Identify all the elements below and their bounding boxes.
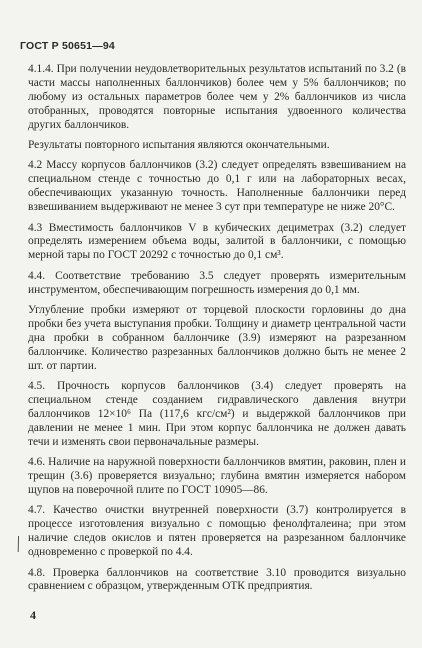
page-number: 4 xyxy=(30,608,36,622)
document-body xyxy=(28,63,406,601)
paragraph-4-3: 4.3 Вместимость баллончиков V в кубических дециметрах (3.2) следует определять измерением объема воды, залитой в баллончики, с помощью мерной тары по ГОСТ 20292 с точностью до 0,1 см³. xyxy=(28,221,406,262)
paragraph-4-1-4: 4.1.4. При получении неудовлетворительных результатов испытаний по 3.2 (в части массы наполненных баллончиков) более чем у 5% баллончиков; по любому из остальных параметров более чем у 2% баллончиков из числа отобранных, проводятся повторные испытания удвоенного количества других баллончиков. xyxy=(28,63,406,131)
paragraph-results: Результаты повторного испытания являются окончательными. xyxy=(28,139,330,152)
page-header: ГОСТ Р 50651—94 xyxy=(20,40,115,52)
paragraph-4-5: 4.5. Прочность корпусов баллончиков (3.4) следует проверять на специальном стенде созданием гидравлического давления внутри баллончиков 12×10⁶ Па (117,6 кгс/см²) и выдержкой баллончиков при давлении не менее 1 мин. При этом корпус баллончика не должен давать течи и изменять свои первоначальные размеры. xyxy=(28,380,406,448)
paragraph-4-2: 4.2 Массу корпусов баллончиков (3.2) следует определять взвешиванием на специальном стенде с точностью до 0,1 г или на лабораторных весах, обеспечивающих указанную точность. Наполненные баллончики перед взвешиванием выдерживают не менее 3 сут при температуре не ниже 20°С. xyxy=(28,159,406,214)
paragraph-cork-depth: Углубление пробки измеряют от торцевой плоскости горловины до дна пробки без учета выступания пробки. Толщину и диаметр центральной части дна пробки в собранном баллончике (3.9) измеряют на разрезанном баллончике. Количество разрезанных баллончиков должно быть не менее 2 шт. от партии. xyxy=(28,304,406,372)
paragraph-4-8: 4.8. Проверка баллончиков на соответствие 3.10 проводится визуально сравнением с образцом, утвержденным ОТК предприятия. xyxy=(28,566,406,593)
paragraph-4-7: 4.7. Качество очистки внутренней поверхности (3.7) контролируется в процессе изготовления визуально с помощью фенолфталеина; при этом наличие следов окислов и пятен проверяется на разрезанном баллончике одновременно с проверкой по 4.4. xyxy=(28,504,406,559)
margin-mark-icon xyxy=(17,536,20,552)
paragraph-4-4: 4.4. Соответствие требованию 3.5 следует проверять измерительным инструментом, обеспечивающим погрешность измерения до 0,1 мм. xyxy=(28,269,406,296)
paragraph-4-6: 4.6. Наличие на наружной поверхности баллончиков вмятин, раковин, плен и трещин (3.6) проверяется визуально; глубина вмятин измеряется набором щупов на поверочной плите по ГОСТ 10905—86. xyxy=(28,456,406,496)
